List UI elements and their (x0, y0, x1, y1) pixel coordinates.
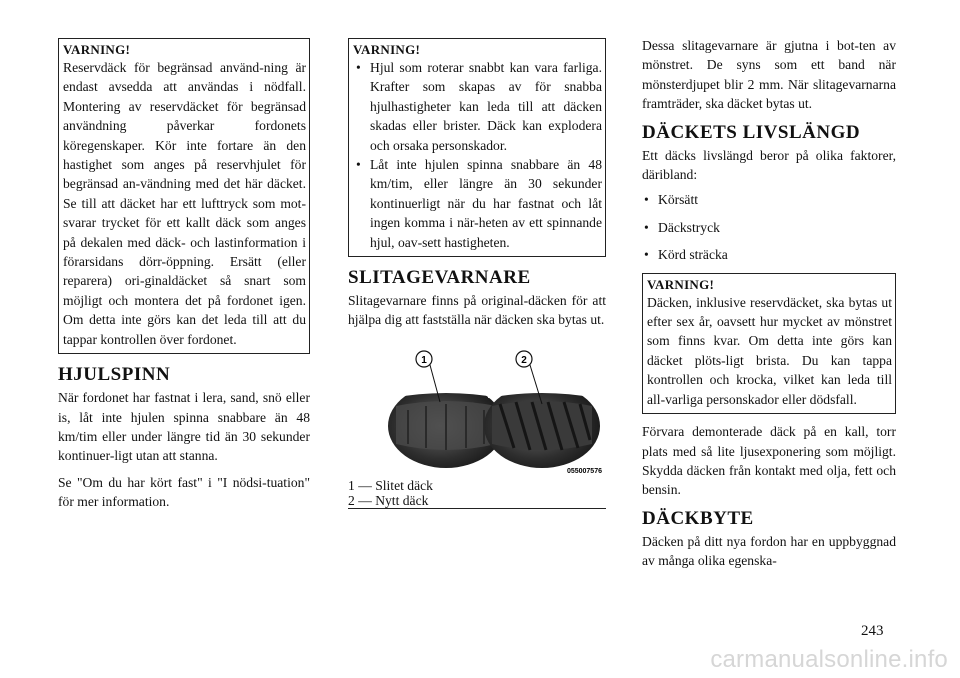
page-number: 243 (861, 623, 884, 639)
heading-slitagevarnare: SLITAGEVARNARE (348, 267, 531, 289)
warning-title: VARNING! (63, 42, 131, 57)
column-middle (348, 38, 606, 509)
caption-worn-tire: 1 — Slitet däck (348, 477, 433, 493)
figure-code: 055007576 (566, 467, 602, 475)
paragraph-wear-indicators: Slitagevarnare finns på original-däcken för att hjälpa dig att fastställa när däcken ska bytas ut. (348, 293, 606, 328)
list-item: • Körd sträcka (642, 245, 896, 264)
paragraph-tire-change: Däcken på ditt nya fordon har en uppbyggnad av många olika egenska- (642, 533, 896, 569)
tire-illustration (348, 344, 606, 478)
warning-box-spare-tire (58, 38, 310, 354)
callout-1: 1 (421, 354, 427, 366)
warning-box-wheel-spin (348, 38, 606, 257)
paragraph-storage: Förvara demonterade däck på en kall, torr plats med så lite ljusexponering som möjligt. Skydda däcken från kontakt med olja, fett och bensin. (642, 424, 896, 498)
tire-tread-figure (348, 344, 606, 478)
list-item: • Däckstryck (642, 218, 896, 237)
warning-bullet: • Låt inte hjulen spinna snabbare än 48 km/tim, eller längre än 30 sekunder kontinuerligt när du har fastnat och låt ingen komma i när-heten av ett spinnande hjul, oav-sett hastigheten. (353, 155, 602, 252)
heading-hjulspinn: HJULSPINN (58, 364, 171, 386)
new-tire-image (484, 384, 600, 468)
callout-2: 2 (521, 354, 527, 366)
paragraph-reference: Se "Om du har kört fast" i "I nödsi-tuation" för mer information. (58, 474, 310, 510)
warning-text: Däcken, inklusive reservdäcket, ska bytas ut efter sex år, oavsett hur mycket av mönstret som finns kvar. Om detta inte görs kan däcket plöts-ligt brista. Du kan tappa kontrollen och krocka, vilket kan leda till all-varliga personskador eller dödsfall. (647, 294, 892, 407)
list-item: • Körsätt (642, 190, 896, 209)
heading-tire-lifespan: DÄCKETS LIVSLÄNGD (642, 121, 861, 143)
warning-text: Reservdäck för begränsad använd-ning är endast avsedda att användas i nödfall. Montering av reservdäcket för begränsad användning påverkar fordonets köregenskaper. Kör inte fortare än den hastighet som anges på reservhjulet för begränsad an-vändning med det här däcket. Se till att däcket har ett lufttryck som mot-svarar trycket för ett kallt däck som anges på dekalen med däck- och lastinformation i förarsidans dörr-öppning. Ersätt (eller reparera) ori-ginaldäcket så snart som möjligt och montera det på fordonet igen. Om detta inte görs kan det leda till att du tappar kontrollen över fordonet. (63, 60, 306, 347)
paragraph-indicators-molded: Dessa slitagevarnare är gjutna i bot-ten av mönstret. De syns som ett band när mönsterdjupet blir 2 mm. När slitagevarnarna framträder, ska däcket bytas ut. (642, 38, 896, 112)
lifespan-factor-list (642, 190, 896, 264)
warning-bullet-list (353, 58, 602, 252)
caption-new-tire: 2 — Nytt däck (348, 492, 429, 508)
watermark: carmanualsonline.info (710, 646, 948, 673)
warning-bullet: • Hjul som roterar snabbt kan vara farliga. Krafter som skapas av för snabba hjulhastigheter kan leda till att däcken skadas eller brister. Däck kan explodera och orsaka personskador. (353, 58, 602, 155)
paragraph-wheel-spin: När fordonet har fastnat i lera, sand, snö eller is, låt inte hjulen spinna snabbare än 48 km/tim eller under längre tid än 30 sekunder kontinuer-ligt utan att stanna. (58, 390, 310, 464)
column-right (642, 36, 896, 571)
warning-title: VARNING! (353, 42, 421, 57)
column-left (58, 38, 310, 512)
heading-tire-change: DÄCKBYTE (642, 507, 754, 529)
warning-box-tire-age (642, 273, 896, 414)
paragraph-lifespan-factors: Ett däcks livslängd beror på olika faktorer, däribland: (642, 147, 896, 183)
warning-title: VARNING! (647, 276, 715, 292)
figure-caption (348, 478, 606, 509)
